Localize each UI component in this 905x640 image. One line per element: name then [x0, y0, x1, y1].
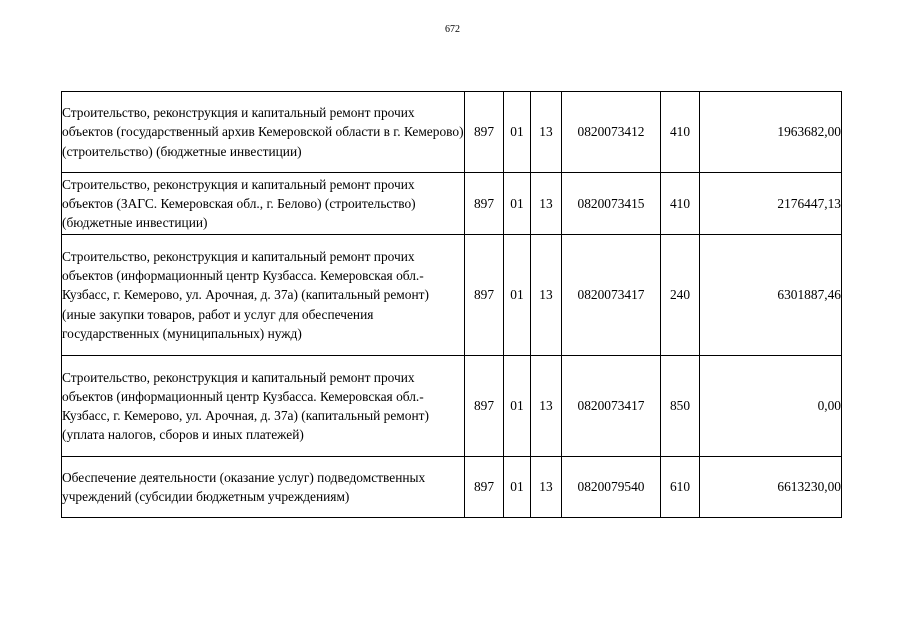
target-article-code: 0820073417 — [562, 235, 661, 356]
budget-table — [61, 91, 842, 518]
ministry-code: 897 — [465, 92, 504, 173]
target-article-code: 0820073415 — [562, 173, 661, 235]
expense-type-code: 850 — [661, 356, 700, 457]
amount: 1963682,00 — [700, 92, 842, 173]
subsection-code: 13 — [531, 173, 562, 235]
amount: 6613230,00 — [700, 457, 842, 518]
table-row — [62, 235, 842, 356]
expense-type-code: 410 — [661, 92, 700, 173]
amount: 0,00 — [700, 356, 842, 457]
row-description: Обеспечение деятельности (оказание услуг) подведомственных учреждений (субсидии бюджетным учреждениям) — [62, 457, 465, 518]
section-code: 01 — [504, 235, 531, 356]
amount: 6301887,46 — [700, 235, 842, 356]
ministry-code: 897 — [465, 235, 504, 356]
section-code: 01 — [504, 92, 531, 173]
row-description: Строительство, реконструкция и капитальный ремонт прочих объектов (государственный архив Кемеровской области в г. Кемерово) (строительство) (бюджетные инвестиции) — [62, 92, 465, 173]
table-row — [62, 457, 842, 518]
section-code: 01 — [504, 173, 531, 235]
page-number: 672 — [445, 24, 460, 35]
row-description: Строительство, реконструкция и капитальный ремонт прочих объектов (информационный центр Кузбасса. Кемеровская обл.-Кузбасс, г. Кемерово, ул. Арочная, д. 37а) (капитальный ремонт) (уплата налогов, сборов и иных платежей) — [62, 356, 465, 457]
expense-type-code: 410 — [661, 173, 700, 235]
subsection-code: 13 — [531, 457, 562, 518]
subsection-code: 13 — [531, 92, 562, 173]
table-row — [62, 173, 842, 235]
table-row — [62, 356, 842, 457]
target-article-code: 0820073412 — [562, 92, 661, 173]
expense-type-code: 240 — [661, 235, 700, 356]
expense-type-code: 610 — [661, 457, 700, 518]
row-description: Строительство, реконструкция и капитальный ремонт прочих объектов (ЗАГС. Кемеровская обл., г. Белово) (строительство) (бюджетные инвестиции) — [62, 173, 465, 235]
target-article-code: 0820079540 — [562, 457, 661, 518]
subsection-code: 13 — [531, 235, 562, 356]
ministry-code: 897 — [465, 457, 504, 518]
subsection-code: 13 — [531, 356, 562, 457]
ministry-code: 897 — [465, 356, 504, 457]
section-code: 01 — [504, 356, 531, 457]
ministry-code: 897 — [465, 173, 504, 235]
row-description: Строительство, реконструкция и капитальный ремонт прочих объектов (информационный центр Кузбасса. Кемеровская обл.-Кузбасс, г. Кемерово, ул. Арочная, д. 37а) (капитальный ремонт) (иные закупки товаров, работ и услуг для обеспечения государственных (муниципальных) нужд) — [62, 235, 465, 356]
table-row — [62, 92, 842, 173]
section-code: 01 — [504, 457, 531, 518]
target-article-code: 0820073417 — [562, 356, 661, 457]
amount: 2176447,13 — [700, 173, 842, 235]
